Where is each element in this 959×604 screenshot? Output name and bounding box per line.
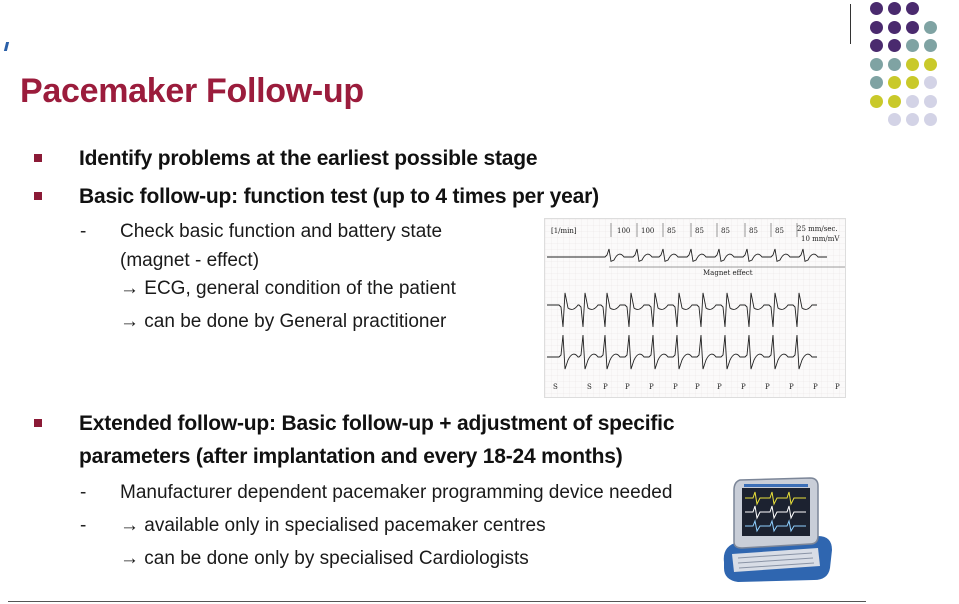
pacemaker-programmer-icon <box>718 476 836 584</box>
ecg-rate-label: 85 <box>695 227 704 235</box>
ecg-beat-label: S <box>587 383 592 391</box>
ecg-speed-label: 25 mm/sec. <box>797 225 838 233</box>
decorative-dot <box>924 58 937 71</box>
ecg-beat-label: P <box>649 383 654 391</box>
ecg-beat-label: P <box>695 383 700 391</box>
decorative-dot <box>870 58 883 71</box>
slide-title: Pacemaker Follow-up <box>20 72 364 110</box>
ecg-strip-svg <box>545 219 845 397</box>
dash-marker: - <box>80 221 87 242</box>
bullet-identify-problems: Identify problems at the earliest possible stage <box>79 147 538 170</box>
square-bullet-icon <box>34 154 42 162</box>
bullet-basic-follow-up: Basic follow-up: function test (up to 4 times per year) <box>79 185 599 208</box>
ecg-rate-label: 100 <box>617 227 631 235</box>
ecg-beat-label: P <box>765 383 770 391</box>
ecg-beat-label: P <box>835 383 840 391</box>
dash-marker: - <box>80 482 87 503</box>
ecg-beat-label: P <box>625 383 630 391</box>
decorative-dot <box>924 39 937 52</box>
ecg-beat-label: P <box>741 383 746 391</box>
ecg-beat-label: P <box>789 383 794 391</box>
square-bullet-icon <box>34 192 42 200</box>
basic-sub-ecg: → ECG, general condition of the patient <box>120 278 456 299</box>
corner-accent-mark <box>4 42 9 51</box>
decorative-dot <box>924 21 937 34</box>
decorative-dot-grid <box>868 0 959 140</box>
decorative-dot <box>870 39 883 52</box>
ecg-rate-label: 85 <box>775 227 784 235</box>
decorative-dot <box>870 21 883 34</box>
extended-sub-device-needed: Manufacturer dependent pacemaker programming device needed <box>120 482 673 503</box>
decorative-dot <box>906 58 919 71</box>
decorative-dot <box>924 95 937 108</box>
decorative-dot <box>906 2 919 15</box>
decorative-dot <box>906 76 919 89</box>
ecg-beat-label: P <box>813 383 818 391</box>
header-divider-line <box>850 4 851 44</box>
ecg-strip-image <box>544 218 846 398</box>
decorative-dot <box>924 113 937 126</box>
decorative-dot <box>870 95 883 108</box>
decorative-dot <box>888 95 901 108</box>
decorative-dot <box>888 58 901 71</box>
decorative-dot <box>888 39 901 52</box>
decorative-dot <box>870 76 883 89</box>
bullet-extended-follow-up-line2: parameters (after implantation and every 18-24 months) <box>79 445 623 468</box>
basic-sub-general-practitioner: → can be done by General practitioner <box>120 311 447 332</box>
decorative-dot <box>906 113 919 126</box>
bullet-extended-follow-up-line1: Extended follow-up: Basic follow-up + adjustment of specific <box>79 412 675 435</box>
ecg-magnet-label: Magnet effect <box>703 269 753 277</box>
decorative-dot <box>906 39 919 52</box>
decorative-dot <box>906 21 919 34</box>
dash-marker: - <box>80 515 87 536</box>
ecg-beat-label: P <box>717 383 722 391</box>
decorative-dot <box>888 76 901 89</box>
footer-divider-line <box>8 601 866 602</box>
basic-sub-check-function: Check basic function and battery state <box>120 221 443 242</box>
ecg-rate-label: 100 <box>641 227 655 235</box>
ecg-rate-label: 85 <box>721 227 730 235</box>
ecg-gain-label: 10 mm/mV <box>801 235 840 243</box>
decorative-dot <box>888 21 901 34</box>
pacemaker-programmer-svg <box>718 476 836 584</box>
decorative-dot <box>888 113 901 126</box>
basic-sub-magnet-effect: (magnet - effect) <box>120 250 260 271</box>
ecg-beat-label: P <box>673 383 678 391</box>
decorative-dot <box>906 95 919 108</box>
extended-sub-specialised-centres: → available only in specialised pacemaker centres <box>120 515 546 536</box>
square-bullet-icon <box>34 419 42 427</box>
ecg-beat-label: S <box>553 383 558 391</box>
decorative-dot <box>888 2 901 15</box>
decorative-dot <box>870 2 883 15</box>
ecg-beat-label: P <box>603 383 608 391</box>
ecg-unit-label: [1/min] <box>551 227 577 235</box>
ecg-rate-label: 85 <box>749 227 758 235</box>
decorative-dot <box>924 76 937 89</box>
ecg-rate-label: 85 <box>667 227 676 235</box>
extended-sub-cardiologists: → can be done only by specialised Cardiologists <box>120 548 529 569</box>
